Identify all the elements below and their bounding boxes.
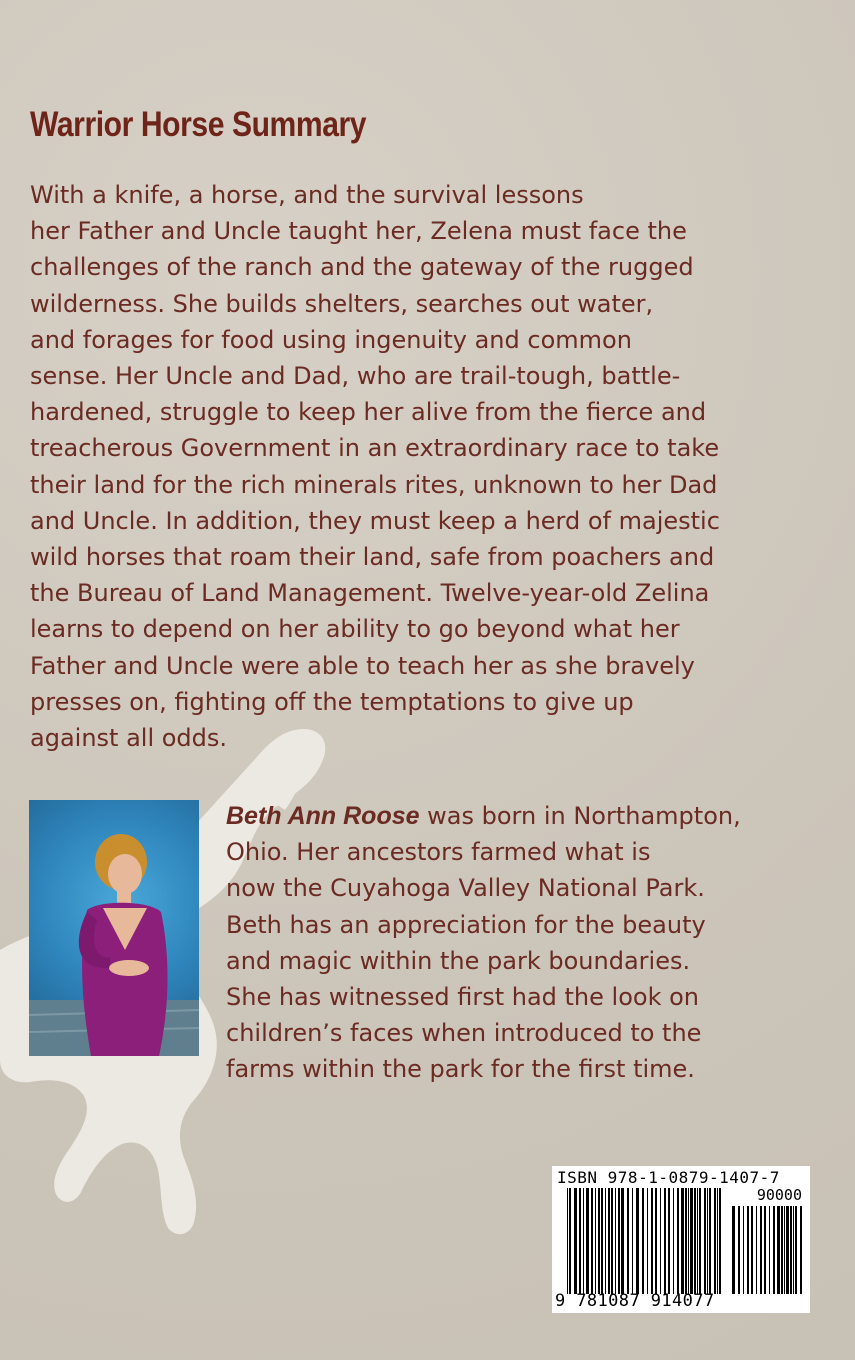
- bio-line: children’s faces when introduced to the: [226, 1019, 702, 1048]
- summary-line: learns to depend on her ability to go beyond what her: [30, 615, 680, 644]
- summary-line: and forages for food using ingenuity and common: [30, 325, 632, 354]
- summary-text: [30, 177, 820, 756]
- summary-line: and Uncle. In addition, they must keep a herd of majestic: [30, 506, 720, 535]
- summary-line: sense. Her Uncle and Dad, who are trail-tough, battle-: [30, 362, 681, 391]
- summary-line: With a knife, a horse, and the survival lessons: [30, 181, 584, 209]
- author-bio: [226, 798, 746, 1088]
- summary-line: hardened, struggle to keep her alive from the fierce and: [30, 398, 707, 427]
- summary-line: their land for the rich minerals rites, unknown to her Dad: [30, 470, 718, 499]
- bio-first-line-text: was born in Northampton,: [419, 802, 741, 830]
- bio-line: now the Cuyahoga Valley National Park.: [226, 874, 705, 903]
- summary-line: presses on, fighting off the temptations to give up: [30, 687, 634, 716]
- author-name: Beth Ann Roose: [226, 802, 420, 830]
- bio-line: [226, 798, 746, 834]
- summary-line: challenges of the ranch and the gateway of the rugged: [30, 253, 694, 282]
- summary-line: Father and Uncle were able to teach her as she bravely: [30, 651, 695, 680]
- isbn-label: ISBN 978-1-0879-1407-7: [557, 1168, 780, 1187]
- summary-line: her Father and Uncle taught her, Zelena must face the: [30, 217, 687, 246]
- price-code: 90000: [756, 1186, 802, 1204]
- summary-title: Warrior Horse Summary: [30, 105, 367, 144]
- isbn-barcode: [552, 1166, 810, 1313]
- summary-line: against all odds.: [30, 724, 228, 753]
- bio-line: Ohio. Her ancestors farmed what is: [226, 838, 651, 867]
- bio-line: and magic within the park boundaries.: [226, 946, 691, 975]
- bio-line: farms within the park for the first time.: [226, 1055, 695, 1084]
- summary-line: wilderness. She builds shelters, searches out water,: [30, 289, 654, 318]
- barcode-digits: 9 781087 914077: [555, 1291, 715, 1311]
- summary-line: the Bureau of Land Management. Twelve-year-old Zelina: [30, 579, 710, 608]
- author-photo: [29, 800, 199, 1056]
- bio-line: She has witnessed first had the look on: [226, 983, 699, 1012]
- bio-line: Beth has an appreciation for the beauty: [226, 910, 706, 939]
- summary-line: treacherous Government in an extraordinary race to take: [30, 434, 720, 463]
- author-portrait-image: [29, 800, 199, 1056]
- summary-line: wild horses that roam their land, safe from poachers and: [30, 543, 715, 572]
